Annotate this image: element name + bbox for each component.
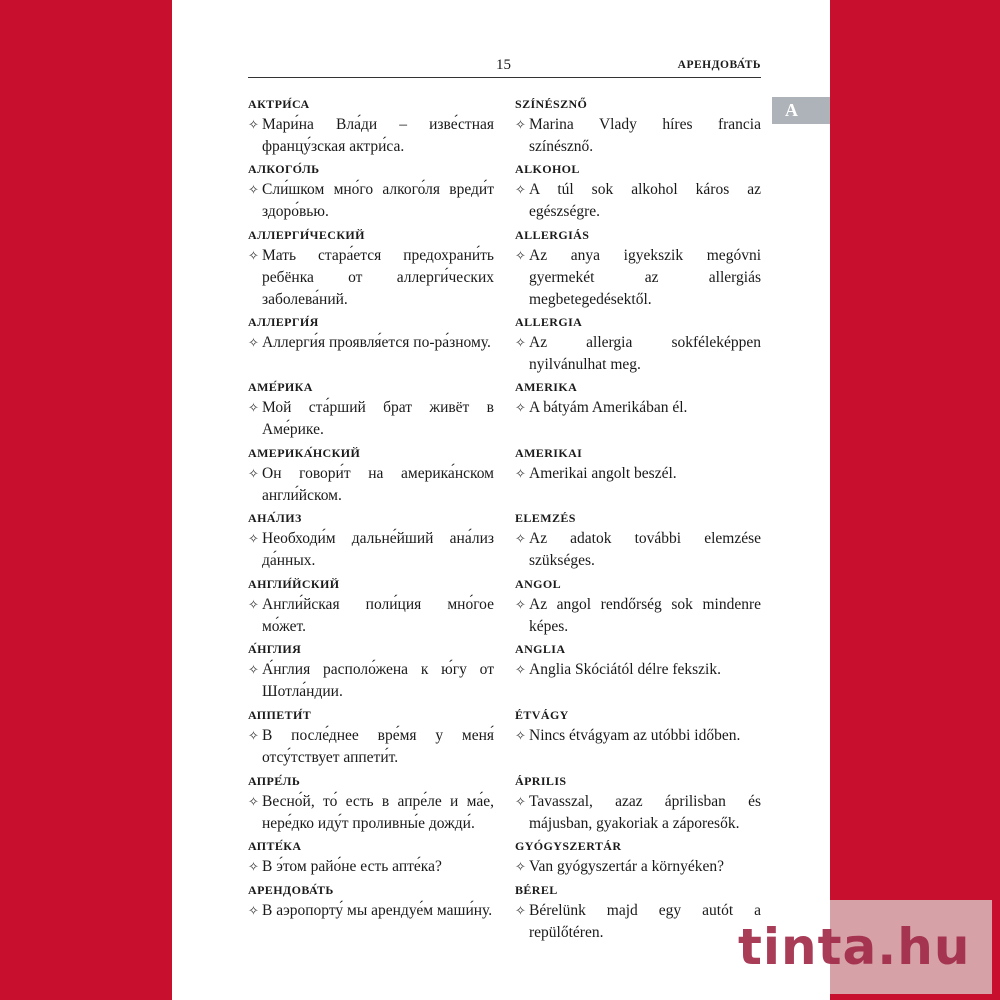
- hungarian-headword: AMERIKAI: [515, 446, 583, 460]
- hungarian-headword: ÁPRILIS: [515, 774, 567, 788]
- russian-example: Необходи́м дальне́йший ана́лиз да́нных.: [262, 530, 494, 569]
- dictionary-page: [172, 0, 830, 1000]
- diamond-bullet-icon: ✧: [515, 466, 526, 481]
- diamond-bullet-icon: ✧: [515, 597, 526, 612]
- diamond-bullet-icon: ✧: [248, 859, 259, 874]
- diamond-bullet-icon: ✧: [248, 248, 259, 263]
- hungarian-headword: ANGOL: [515, 577, 562, 591]
- hungarian-example: Tavasszal, azaz áprilisban és májusban, gyakoriak a záporesők.: [529, 793, 761, 832]
- page-number: 15: [496, 57, 511, 73]
- hungarian-example: Bérelünk majd egy autót a repülőtéren.: [529, 902, 761, 941]
- hungarian-headword: ÉTVÁGY: [515, 708, 569, 722]
- hungarian-headword: ALLERGIA: [515, 315, 583, 329]
- diamond-bullet-icon: ✧: [248, 728, 259, 743]
- russian-headword: АПРЕ́ЛЬ: [248, 774, 301, 788]
- diamond-bullet-icon: ✧: [248, 117, 259, 132]
- diamond-bullet-icon: ✧: [515, 182, 526, 197]
- hungarian-example: Az adatok további elemzése szükséges.: [529, 530, 761, 569]
- hungarian-example: Az angol rendőrség sok mindenre képes.: [529, 596, 761, 635]
- diamond-bullet-icon: ✧: [515, 248, 526, 263]
- hungarian-example: Nincs étvágyam az utóbbi időben.: [529, 727, 741, 744]
- russian-headword: АЛКОГО́ЛЬ: [248, 162, 320, 176]
- russian-example: Мари́на Вла́ди – изве́стная францу́зская актри́са.: [262, 116, 494, 155]
- russian-example: В после́днее вре́мя у меня́ отсу́тствует аппети́т.: [262, 727, 494, 766]
- hungarian-example: Van gyógyszertár a környéken?: [529, 858, 724, 875]
- hungarian-example: Az anya igyekszik megóvni gyermekét az allergiás megbetegedésektől.: [529, 247, 761, 308]
- hungarian-headword: BÉREL: [515, 883, 558, 897]
- russian-example: В аэропорту́ мы арендуе́м маши́ну.: [262, 902, 493, 919]
- hungarian-headword: ALLERGIÁS: [515, 228, 590, 242]
- russian-headword: АПТЕ́КА: [248, 839, 302, 853]
- hungarian-example: Amerikai angolt beszél.: [529, 465, 677, 482]
- russian-example: Весно́й, то́ есть в апре́ле и ма́е, нере́дко иду́т проливны́е дожди́.: [262, 793, 494, 832]
- diamond-bullet-icon: ✧: [515, 400, 526, 415]
- diamond-bullet-icon: ✧: [515, 794, 526, 809]
- russian-headword: АЛЛЕРГИ́Я: [248, 315, 319, 329]
- diamond-bullet-icon: ✧: [248, 182, 259, 197]
- diamond-bullet-icon: ✧: [248, 531, 259, 546]
- hungarian-example: Marina Vlady híres francia színésznő.: [529, 116, 761, 155]
- hungarian-headword: GYÓGYSZERTÁR: [515, 839, 622, 853]
- russian-example: А́нглия располо́жена к ю́гу от Шотла́ндии.: [262, 661, 494, 700]
- russian-headword: АКТРИ́СА: [248, 97, 310, 111]
- diamond-bullet-icon: ✧: [515, 903, 526, 918]
- russian-example: Аллерги́я проявля́ется по-ра́зному.: [262, 334, 491, 351]
- russian-headword: А́НГЛИЯ: [248, 642, 302, 656]
- russian-example: Мой ста́рший брат живёт в Аме́рике.: [262, 399, 494, 438]
- running-head: АРЕНДОВА́ТЬ: [677, 59, 761, 71]
- hungarian-example: Anglia Skóciától délre fekszik.: [529, 661, 721, 678]
- russian-headword: АМЕ́РИКА: [248, 380, 313, 394]
- diamond-bullet-icon: ✧: [248, 662, 259, 677]
- russian-example: Он говори́т на америка́нском англи́йском.: [262, 465, 494, 504]
- hungarian-example: A túl sok alkohol káros az egészségre.: [529, 181, 761, 220]
- diamond-bullet-icon: ✧: [248, 903, 259, 918]
- diamond-bullet-icon: ✧: [248, 597, 259, 612]
- diamond-bullet-icon: ✧: [248, 400, 259, 415]
- hungarian-headword: AMERIKA: [515, 380, 578, 394]
- hungarian-headword: ELEMZÉS: [515, 511, 576, 525]
- diamond-bullet-icon: ✧: [515, 728, 526, 743]
- diamond-bullet-icon: ✧: [515, 531, 526, 546]
- diamond-bullet-icon: ✧: [515, 859, 526, 874]
- diamond-bullet-icon: ✧: [515, 335, 526, 350]
- russian-example: Сли́шком мно́го алкого́ля вреди́т здоро́вью.: [262, 181, 494, 220]
- hungarian-headword: ANGLIA: [515, 642, 566, 656]
- diamond-bullet-icon: ✧: [248, 335, 259, 350]
- russian-example: В э́том райо́не есть апте́ка?: [262, 858, 442, 875]
- diamond-bullet-icon: ✧: [515, 662, 526, 677]
- diamond-bullet-icon: ✧: [248, 794, 259, 809]
- hungarian-example: Az allergia sokféleképpen nyilvánulhat meg.: [529, 334, 761, 373]
- watermark-logo: tinta.hu: [738, 918, 971, 976]
- russian-example: Англи́йская поли́ция мно́гое мо́жет.: [262, 596, 494, 635]
- hungarian-headword: ALKOHOL: [515, 162, 580, 176]
- russian-headword: АЛЛЕРГИ́ЧЕСКИЙ: [248, 228, 365, 242]
- russian-headword: АНА́ЛИЗ: [248, 511, 302, 525]
- russian-headword: АНГЛИ́ЙСКИЙ: [248, 577, 340, 591]
- russian-headword: АРЕНДОВА́ТЬ: [248, 883, 334, 897]
- hungarian-headword: SZÍNÉSZNŐ: [515, 97, 588, 111]
- hungarian-example: A bátyám Amerikában él.: [529, 399, 688, 416]
- page-header: [248, 57, 761, 78]
- diamond-bullet-icon: ✧: [248, 466, 259, 481]
- diamond-bullet-icon: ✧: [515, 117, 526, 132]
- russian-headword: АМЕРИКА́НСКИЙ: [248, 446, 361, 460]
- letter-index-tab: A: [772, 97, 830, 124]
- russian-example: Мать стара́ется предохрани́ть ребёнка от аллерги́ческих заболева́ний.: [262, 247, 494, 308]
- russian-headword: АППЕТИ́Т: [248, 708, 312, 722]
